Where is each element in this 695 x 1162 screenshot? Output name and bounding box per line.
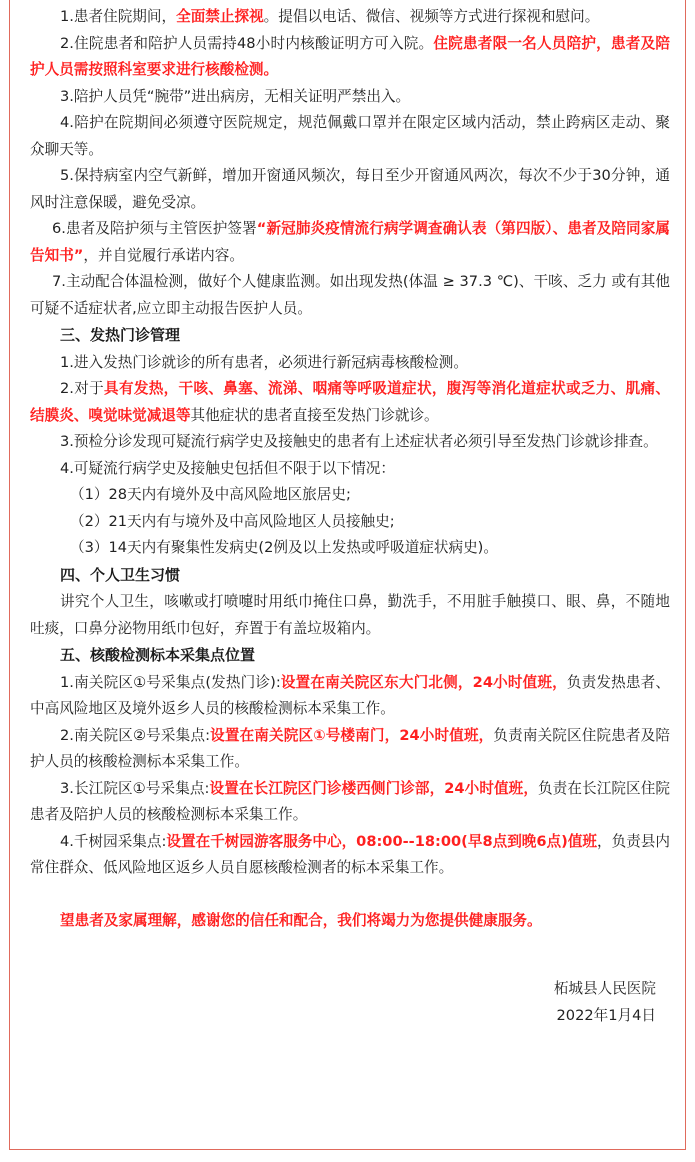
section-3-item-2-emphasis-2: 腹泻等消化道症状或乏力、肌痛、结膜炎、嗅觉味觉减退等 <box>30 380 670 424</box>
collection-point-2-name: 2.南关院区②号采集点: <box>60 726 210 744</box>
collection-point-2 <box>30 723 670 776</box>
notice-document <box>30 4 670 1029</box>
spacer <box>30 882 670 906</box>
section-4-text: 讲究个人卫生，咳嗽或打喷嚏时用纸巾掩住口鼻，勤洗手，不用脏手触摸口、眼、鼻，不随地吐痰，口鼻分泌物用纸巾包好，弃置于有盖垃圾箱内。 <box>30 593 670 637</box>
section-5-title: 五、核酸检测标本采集点位置 <box>60 646 256 664</box>
section-3-item-2-emphasis-1: 具有发热，干咳、鼻塞、流涕、咽痛等呼吸道症状 <box>104 380 432 397</box>
rule-1-text-end: 。提倡以电话、微信、视频等方式进行探视和慰问。 <box>263 8 600 25</box>
rule-6-emphasis: “新冠肺炎疫情流行病学调查确认表（第四版）、患者及陪同家属告知书” <box>30 220 670 264</box>
section-4-title: 四、个人卫生习惯 <box>60 565 181 584</box>
section-3-item-2-text: 2.对于 <box>60 380 105 397</box>
collection-point-3-location: 设置在长江院区门诊楼西侧门诊部，24小时值班， <box>209 779 539 797</box>
collection-point-3-name: 3.长江院区①号采集点: <box>60 779 210 797</box>
collection-point-3-duty: 负责在长江院区住院患者及陪护人员的核酸检测标本采集工作。 <box>30 779 670 823</box>
section-3-item-1: 1.进入发热门诊就诊的所有患者，必须进行新冠病毒核酸检测。 <box>60 353 468 371</box>
collection-point-2-duty: 负责南关院区住院患者及陪护人员的核酸检测标本采集工作。 <box>30 726 670 770</box>
rule-1-emphasis: 全面禁止探视 <box>176 8 264 25</box>
collection-point-1 <box>30 670 670 723</box>
spacer <box>30 952 670 976</box>
rule-6 <box>30 216 670 269</box>
rule-2-emphasis: 住院患者限一名人员陪护，患者及陪护人员需按照科室要求进行核酸检测。 <box>30 34 670 78</box>
rule-6-text: 6.患者及陪护须与主管医护签署 <box>52 220 257 237</box>
signature-date: 2022年1月4日 <box>556 1006 656 1024</box>
section-3-sub-2: （2）21天内有与境外及中高风险地区人员接触史; <box>70 512 395 530</box>
rule-2-text: 2.住院患者和陪护人员需持48小时内核酸证明方可入院。 <box>60 34 434 52</box>
collection-point-2-location: 设置在南关院区①号楼南门，24小时值班， <box>210 726 494 744</box>
spacer <box>30 934 670 952</box>
section-3-title: 三、发热门诊管理 <box>60 326 181 344</box>
rule-4: 4.陪护在院期间必须遵守医院规定，规范佩戴口罩并在限定区域内活动，禁止跨病区走动、聚众聊天等。 <box>30 114 670 158</box>
section-3-item-2 <box>30 376 670 429</box>
rule-7: 7.主动配合体温检测，做好个人健康监测。如出现发热(体温 ≥ 37.3 ℃)、干咳、乏力 或有其他可疑不适症状者,应立即主动报告医护人员。 <box>30 273 670 317</box>
section-3-item-3: 3.预检分诊发现可疑流行病学史及接触史的患者有上述症状者必须引导至发热门诊就诊排查。 <box>60 433 658 450</box>
collection-point-4-name: 4.千树园采集点: <box>60 832 167 850</box>
closing-statement: 望患者及家属理解，感谢您的信任和配合，我们将竭力为您提供健康服务。 <box>60 911 542 929</box>
rule-2 <box>30 31 670 84</box>
signature-org: 柘城县人民医院 <box>553 980 656 997</box>
collection-point-3 <box>30 776 670 829</box>
section-3-sub-3: （3）14天内有聚集性发病史(2例及以上发热或呼吸道症状病史)。 <box>70 539 498 556</box>
section-3-item-4: 4.可疑流行病学史及接触史包括但不限于以下情况： <box>60 459 395 477</box>
collection-point-1-duty: 负责发热患者、中高风险地区及境外返乡人员的核酸检测标本采集工作。 <box>30 673 670 717</box>
rule-1-text: 1.患者住院期间， <box>60 8 177 25</box>
collection-point-1-location: 设置在南关院区东大门北侧，24小时值班， <box>280 673 567 691</box>
rule-1 <box>30 4 670 31</box>
rule-6-text-end: ，并自觉履行承诺内容。 <box>83 246 244 264</box>
section-3-item-2-text-end: 其他症状的患者直接至发热门诊就诊。 <box>190 406 439 424</box>
rule-3: 3.陪护人员凭“腕带”进出病房，无相关证明严禁出入。 <box>60 87 411 105</box>
collection-point-1-name: 1.南关院区①号采集点(发热门诊): <box>60 673 281 691</box>
collection-point-4 <box>30 829 670 882</box>
section-3-item-2-sep: ， <box>431 380 447 397</box>
section-3-sub-1: （1）28天内有境外及中高风险地区旅居史; <box>70 486 351 503</box>
rule-5: 5.保持病室内空气新鲜，增加开窗通风频次，每日至少开窗通风两次，每次不少于30分钟，通风时注意保暖，避免受凉。 <box>30 167 670 211</box>
collection-point-4-location: 设置在千树园游客服务中心，08:00--18:00(早8点到晚6点)值班 <box>166 832 598 850</box>
collection-point-4-duty: ，负责县内常住群众、低风险地区返乡人员自愿核酸检测者的标本采集工作。 <box>30 832 670 876</box>
